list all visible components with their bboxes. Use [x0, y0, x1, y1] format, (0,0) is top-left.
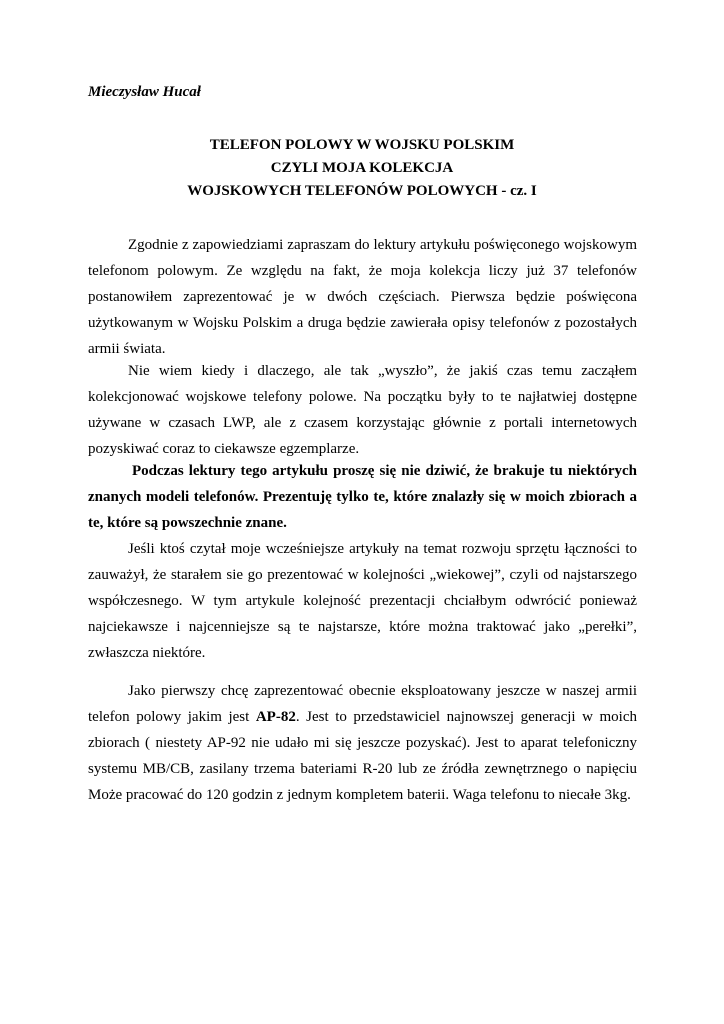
paragraph-5 — [88, 678, 637, 808]
paragraph-line: znanych modeli telefonów. Prezentuję tylko te, które znalazły się w moich zbiorach a — [88, 489, 637, 505]
paragraph-line: Może pracować do 120 godzin z jednym kompletem baterii. Waga telefonu to niecałe 3kg. — [88, 787, 631, 803]
paragraph-line: użytkowanym w Wojsku Polskim a druga będzie zawierała opisy telefonów z pozostałych — [88, 315, 637, 331]
paragraph-line: systemu MB/CB, zasilany trzema bateriami R-20 lub ze źródła zewnętrznego o napięciu — [88, 761, 637, 777]
paragraph-line: używane w czasach LWP, ale z czasem korzystając głównie z portali internetowych — [88, 415, 637, 431]
paragraph-line: Jako pierwszy chcę zaprezentować obecnie eksploatowany jeszcze w naszej armii — [128, 683, 637, 699]
author-name: Mieczysław Hucał — [88, 84, 201, 100]
model-name-ap82: AP-82 — [255, 709, 296, 725]
title-line-2: CZYLI MOJA KOLEKCJA — [270, 160, 454, 176]
paragraph-line — [88, 704, 637, 730]
paragraph-line: Nie wiem kiedy i dlaczego, ale tak „wyszło”, że jakiś czas temu zacząłem — [128, 363, 637, 379]
paragraph-line: kolekcjonować wojskowe telefony polowe. Na początku były to te najłatwiej dostępne — [88, 389, 637, 405]
paragraph-line: armii świata. — [88, 341, 166, 357]
paragraph-line: te, które są powszechnie znane. — [88, 515, 287, 531]
paragraph-line: najciekawsze i najcenniejsze są te najstarsze, które można traktować jako „perełki”, — [88, 619, 637, 635]
paragraph-line: postanowiłem zaprezentować je w dwóch częściach. Pierwsza będzie poświęcona — [88, 289, 637, 305]
title-line-3: WOJSKOWYCH TELEFONÓW POLOWYCH - cz. I — [187, 183, 537, 199]
paragraph-line: telefonom polowym. Ze względu na fakt, że moja kolekcja liczy już 37 telefonów — [88, 263, 637, 279]
paragraph-1 — [88, 232, 637, 362]
paragraph-line: Zgodnie z zapowiedziami zapraszam do lektury artykułu poświęconego wojskowym — [128, 237, 637, 253]
article-title — [0, 134, 724, 203]
paragraph-line: zauważył, że starałem sie go prezentować w kolejności „wiekowej”, czyli od najstarszego — [88, 567, 637, 583]
paragraph-text: . Jest to przedstawiciel najnowszej generacji w moich — [295, 709, 637, 725]
paragraph-line: Jeśli ktoś czytał moje wcześniejsze artykuły na temat rozwoju sprzętu łączności to — [128, 541, 637, 557]
paragraph-line: pozyskiwać coraz to ciekawsze egzemplarze. — [88, 441, 360, 457]
paragraph-line: Podczas lektury tego artykułu proszę się nie dziwić, że brakuje tu niektórych — [132, 463, 637, 479]
paragraph-line: zwłaszcza niektóre. — [88, 645, 206, 661]
paragraph-line: współczesnego. W tym artykule kolejność prezentacji chciałbym odwrócić ponieważ — [88, 593, 637, 609]
paragraph-2 — [88, 358, 637, 462]
paragraph-4 — [88, 536, 637, 666]
paragraph-line: zbiorach ( niestety AP-92 nie udało mi się jeszcze pozyskać). Jest to aparat telefoniczny — [88, 735, 637, 751]
title-line-1: TELEFON POLOWY W WOJSKU POLSKIM — [209, 137, 515, 153]
paragraph-3-bold — [88, 458, 637, 536]
paragraph-text: telefon polowy jakim jest — [88, 709, 256, 725]
